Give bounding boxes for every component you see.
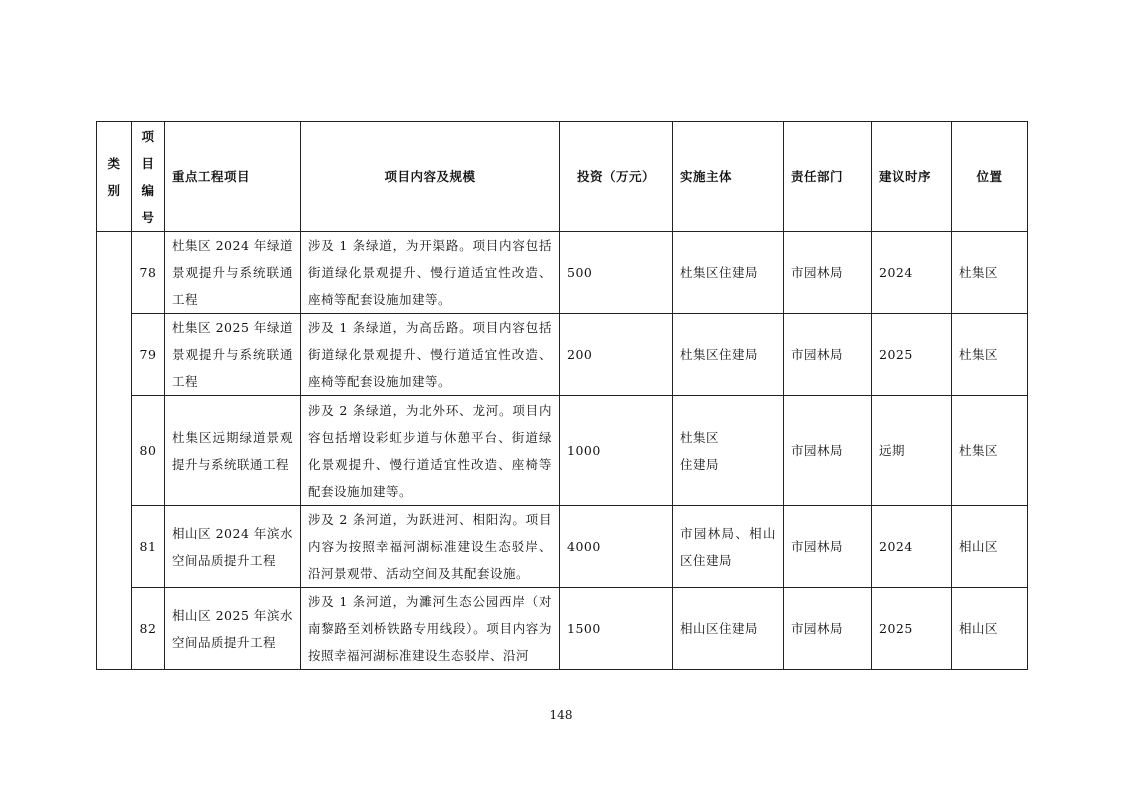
row-number: 78 — [132, 232, 165, 314]
table-row — [97, 588, 1028, 670]
table-row — [97, 506, 1028, 588]
implementer-line: 市园林局、相山区住建局 — [680, 525, 776, 568]
row-implementer — [673, 588, 784, 670]
row-location: 相山区 — [952, 588, 1028, 670]
header-category-char: 类 — [107, 155, 121, 171]
header-row — [97, 122, 1028, 232]
implementer-line: 住建局 — [680, 456, 720, 472]
row-investment: 500 — [560, 232, 673, 314]
implementer-line: 杜集区 — [680, 429, 720, 445]
row-department: 市园林局 — [784, 506, 872, 588]
row-investment: 1000 — [560, 396, 673, 506]
header-category-char: 别 — [107, 182, 121, 198]
row-number: 82 — [132, 588, 165, 670]
header-implementer: 实施主体 — [673, 122, 784, 232]
header-number-char: 编 — [141, 182, 155, 198]
row-content: 涉及 2 条绿道，为北外环、龙河。项目内容包括增设彩虹步道与休憩平台、街道绿化景观提升、慢行道适宜性改造、座椅等配套设施加建等。 — [301, 396, 560, 506]
row-department: 市园林局 — [784, 314, 872, 396]
table-row — [97, 396, 1028, 506]
row-location: 杜集区 — [952, 232, 1028, 314]
row-number: 80 — [132, 396, 165, 506]
row-department: 市园林局 — [784, 588, 872, 670]
category-cell — [97, 232, 132, 670]
header-content: 项目内容及规模 — [301, 122, 560, 232]
page-number: 148 — [549, 708, 573, 722]
row-implementer — [673, 396, 784, 506]
header-project: 重点工程项目 — [165, 122, 301, 232]
row-department: 市园林局 — [784, 396, 872, 506]
row-content: 涉及 1 条绿道，为开渠路。项目内容包括街道绿化景观提升、慢行道适宜性改造、座椅等配套设施加建等。 — [301, 232, 560, 314]
row-location: 相山区 — [952, 506, 1028, 588]
header-category — [97, 122, 132, 232]
row-location: 杜集区 — [952, 314, 1028, 396]
row-investment: 200 — [560, 314, 673, 396]
table-row — [97, 314, 1028, 396]
row-project: 相山区 2024 年滨水空间品质提升工程 — [165, 506, 301, 588]
row-project: 杜集区 2025 年绿道景观提升与系统联通工程 — [165, 314, 301, 396]
implementer-line: 杜集区住建局 — [680, 347, 759, 362]
row-timing: 远期 — [872, 396, 952, 506]
header-investment: 投资（万元） — [560, 122, 673, 232]
row-number: 81 — [132, 506, 165, 588]
row-timing: 2025 — [872, 588, 952, 670]
header-timing: 建议时序 — [872, 122, 952, 232]
row-implementer — [673, 506, 784, 588]
project-table — [96, 121, 1028, 670]
row-implementer — [673, 232, 784, 314]
row-content: 涉及 1 条绿道，为高岳路。项目内容包括街道绿化景观提升、慢行道适宜性改造、座椅等配套设施加建等。 — [301, 314, 560, 396]
row-investment: 1500 — [560, 588, 673, 670]
row-project: 相山区 2025 年滨水空间品质提升工程 — [165, 588, 301, 670]
row-timing: 2024 — [872, 232, 952, 314]
header-number — [132, 122, 165, 232]
implementer-line: 杜集区住建局 — [680, 265, 759, 280]
header-department: 责任部门 — [784, 122, 872, 232]
header-number-char: 项 — [141, 128, 155, 144]
row-content: 涉及 1 条河道，为濉河生态公园西岸（对南黎路至刘桥铁路专用线段）。项目内容为按照幸福河湖标准建设生态驳岸、沿河 — [301, 588, 560, 670]
row-timing: 2025 — [872, 314, 952, 396]
header-number-char: 号 — [141, 209, 155, 225]
row-content: 涉及 2 条河道，为跃进河、相阳沟。项目内容为按照幸福河湖标准建设生态驳岸、沿河景观带、活动空间及其配套设施。 — [301, 506, 560, 588]
row-implementer — [673, 314, 784, 396]
implementer-line: 相山区住建局 — [680, 621, 759, 636]
row-number: 79 — [132, 314, 165, 396]
row-investment: 4000 — [560, 506, 673, 588]
row-project: 杜集区远期绿道景观提升与系统联通工程 — [165, 396, 301, 506]
row-project: 杜集区 2024 年绿道景观提升与系统联通工程 — [165, 232, 301, 314]
row-timing: 2024 — [872, 506, 952, 588]
row-department: 市园林局 — [784, 232, 872, 314]
row-location: 杜集区 — [952, 396, 1028, 506]
header-location: 位置 — [952, 122, 1028, 232]
table-row — [97, 232, 1028, 314]
header-number-char: 目 — [141, 155, 155, 171]
